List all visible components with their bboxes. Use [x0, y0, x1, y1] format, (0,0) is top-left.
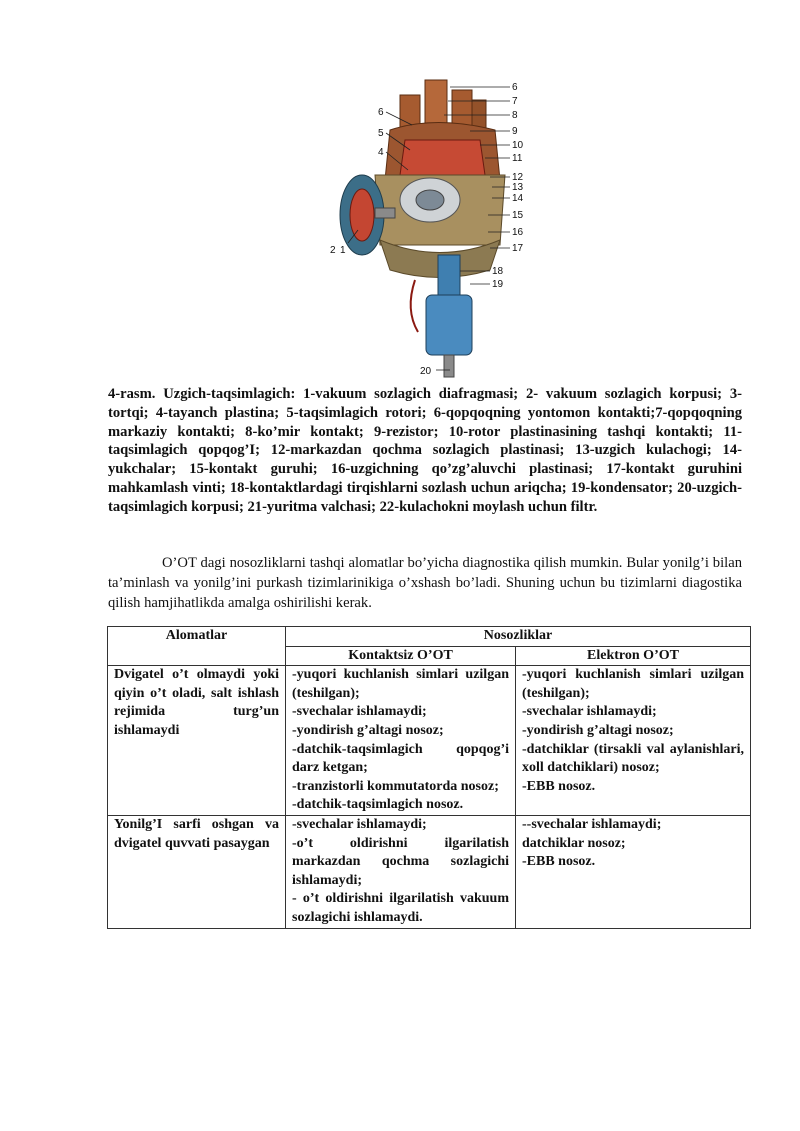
figure-label: 11 — [512, 153, 523, 164]
figure-caption: 4-rasm. Uzgich-taqsimlagich: 1-vakuum sozlagich diafragmasi; 2- vakuum sozlagich korpusi; 3-tortqi; 4-tayanch plastina; 5-taqsimlagich rotori; 6-qopqoqning yontomon kontakti;7-qopqoqning markaziy kontakti; 8-ko’mir kontakt; 9-rezistor; 10-rotor plastinasining tashqi kontakti; 11-taqsimlagich qopqog’I; 12-markazdan qochma sozlagich plastinasi; 13-uzgich kulachogi; 14-yukchalar; 15-kontakt guruhi; 16-uzgichning qo’zg’aluvchi plastinasi; 17-kontakt guruhini mahkamlash vinti; 18-kontaktlardagi tirqishlarni sozlash uchun ariqcha; 19-kondensator; 20-uzgich-taqsimlagich korpusi; 21-yuritma valchasi; 22-kulachokni moylash uchun filtr. — [108, 386, 742, 515]
fault-item: -datchiklar (tirsakli val aylanishlari, xoll datchiklari) nosoz; — [522, 741, 745, 776]
symptom-cell: Dvigatel o’t olmaydi yoki qiyin o’t oladi, salt ishlash rejimida turg’un ishlamaydi — [108, 666, 286, 816]
figure-label: 5 — [378, 128, 384, 139]
fault-item: -yuqori kuchlanish simlari uzilgan (teshilgan); — [292, 667, 509, 701]
figure-label: 7 — [512, 96, 518, 107]
fault-item: -svechalar ishlamaydi; — [522, 704, 657, 720]
figure-label: 14 — [512, 193, 524, 204]
fault-item: -o’t oldirishni ilgarilatish markazdan qochma sozlagichi ishlamaydi; — [292, 835, 509, 888]
header-contactless: Kontaktsiz O’OT — [286, 646, 516, 666]
distributor-illustration — [320, 70, 540, 385]
figure-label: 2 — [330, 245, 336, 256]
fault-item: datchiklar nosoz; — [522, 835, 626, 851]
fault-item: -datchik-taqsimlagich qopqog’i darz ketgan; — [292, 741, 509, 776]
figure-label: 12 — [512, 172, 524, 183]
header-electronic: Elektron O’OT — [516, 646, 751, 666]
figure-label: 8 — [512, 110, 518, 121]
symptom-cell: Yonilg’I sarfi oshgan va dvigatel quvvati pasaygan — [108, 815, 286, 928]
figure-label: 17 — [512, 243, 524, 254]
fault-item: -yondirish g’altagi nosoz; — [292, 722, 444, 738]
header-symptoms: Alomatlar — [108, 627, 286, 666]
fault-item: -yuqori kuchlanish simlari uzilgan (teshilgan); — [522, 667, 745, 701]
figure-label: 4 — [378, 147, 384, 158]
figure-label: 13 — [512, 182, 524, 193]
fault-item: - o’t oldirishni ilgarilatish vakuum sozlagichi ishlamaydi. — [292, 891, 509, 925]
fault-item: -EBB nosoz. — [522, 854, 596, 870]
figure-label: 1 — [340, 245, 346, 256]
fault-item: --svechalar ishlamaydi; — [522, 816, 662, 832]
table-row — [108, 815, 751, 928]
body-paragraph: O’OT dagi nosozliklarni tashqi alomatlar bo’yicha diagnostika qilish mumkin. Bular yonilg’i bilan ta’minlash va yonilg’ini purkash tizimlarinikiga o’xshash bo’ladi. Shuning uchun bu tizimlarni diagostika qilish hamjihatlikda amalga oshirilishi kerak. — [108, 555, 742, 611]
electronic-cell — [516, 815, 751, 928]
contactless-cell — [286, 815, 516, 928]
figure-label: 16 — [512, 227, 524, 238]
table-row — [108, 666, 751, 816]
fault-item: -svechalar ishlamaydi; — [292, 816, 427, 832]
figure-label: 18 — [492, 266, 504, 277]
fault-item: -yondirish g’altagi nosoz; — [522, 722, 674, 738]
figure-label: 9 — [512, 126, 518, 137]
figure-label: 6 — [512, 82, 518, 93]
contactless-cell — [286, 666, 516, 816]
figure-label: 6 — [378, 107, 384, 118]
figure-label: 20 — [420, 366, 432, 377]
fault-item: -EBB nosoz. — [522, 778, 596, 794]
faults-table — [107, 626, 751, 929]
electronic-cell — [516, 666, 751, 816]
fault-item: -tranzistorli kommutatorda nosoz; — [292, 778, 499, 794]
figure-label: 19 — [492, 279, 504, 290]
figure-label: 15 — [512, 210, 524, 221]
figure-label: 10 — [512, 140, 524, 151]
fault-item: -svechalar ishlamaydi; — [292, 704, 427, 720]
fault-item: -datchik-taqsimlagich nosoz. — [292, 797, 464, 813]
header-faults: Nosozliklar — [286, 627, 751, 647]
